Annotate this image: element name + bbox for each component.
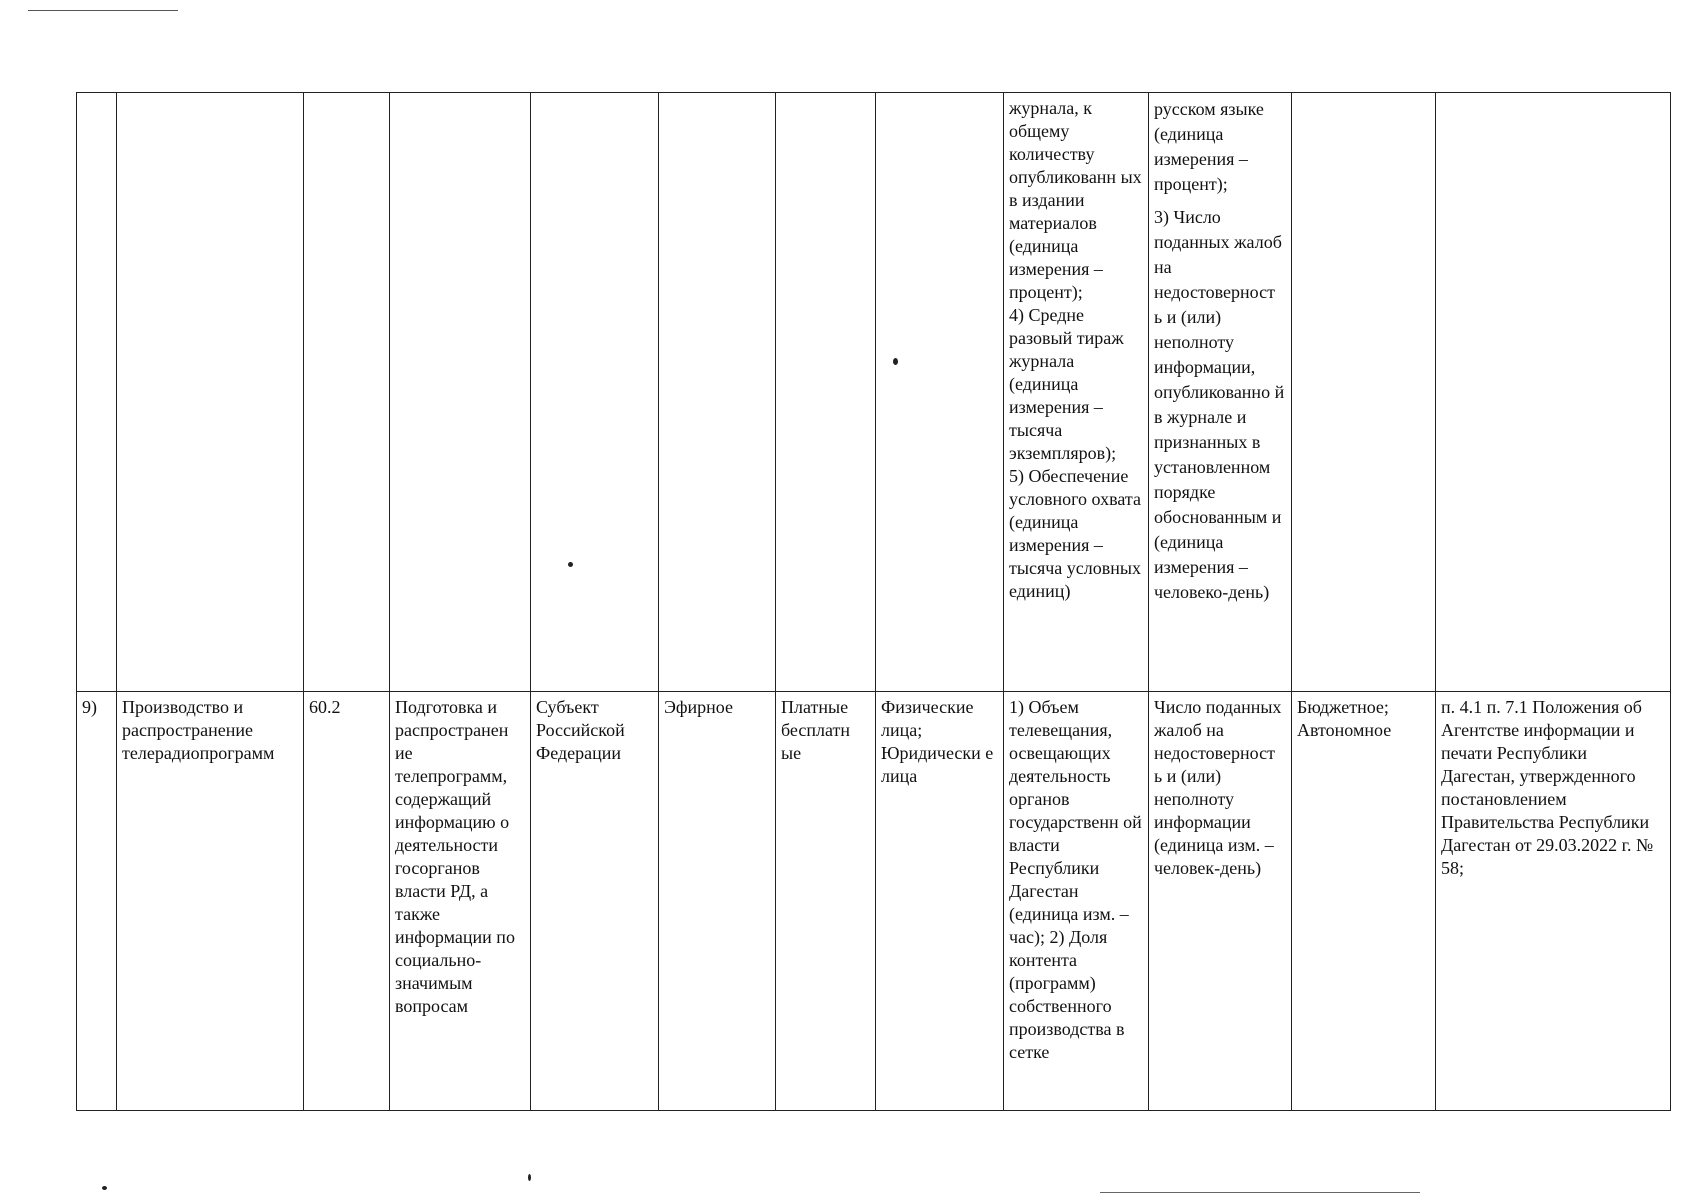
cell-number [77,93,117,692]
cell-code: 60.2 [304,692,390,1111]
cell-quality-indicators: Число поданных жалоб на недостоверност ь и (или) неполноту информации (единица изм. – человек-день) [1149,692,1292,1111]
indicator-text: 5) Обеспечение условного охвата (единица измерения – тысяча условных единиц) [1009,466,1141,601]
indicator-text: журнала, к общему количеству опубликованн ых в издании материалов (единица измерения – процент); [1009,98,1142,302]
cell-form: Эфирное [659,692,776,1111]
cell-indicators [1004,93,1149,692]
services-table [76,92,1671,1111]
paragraph-gap [1154,197,1286,205]
scan-speck [528,1174,531,1181]
cell-number: 9) [77,692,117,1111]
scan-speck [102,1186,107,1190]
footer-rule [1100,1192,1420,1193]
cell-institution-type [1292,93,1436,692]
cell-legal-basis: п. 4.1 п. 7.1 Положения об Агентстве информации и печати Республики Дагестан, утвержденного постановлением Правительства Республики Дагестан от 29.03.2022 г. № 58; [1436,692,1671,1111]
cell-content: Подготовка и распространен ие телепрограмм, содержащий информацию о деятельности госорганов власти РД, а также информации по социально-значимым вопросам [390,692,531,1111]
cell-form [659,93,776,692]
cell-indicators: 1) Объем телевещания, освещающих деятельность органов государственн ой власти Республики Дагестан (единица изм. – час); 2) Доля контента (программ) собственного производства в сетке [1004,692,1149,1111]
cell-legal-basis [1436,93,1671,692]
cell-quality-indicators [1149,93,1292,692]
table-row-9 [77,692,1671,1111]
quality-indicator-text: русском языке (единица измерения – процент); [1154,99,1264,194]
cell-level [531,93,659,692]
cell-service-name [117,93,304,692]
cell-content [390,93,531,692]
cell-consumers: Физические лица; Юридически е лица [876,692,1004,1111]
cell-payment [776,93,876,692]
cell-payment: Платные бесплатн ые [776,692,876,1111]
cell-service-name: Производство и распространение телерадиопрограмм [117,692,304,1111]
scan-speck [893,358,898,365]
header-rule [28,10,178,11]
scan-speck [568,562,573,567]
quality-indicator-text: 3) Число поданных жалоб на недостоверност ь и (или) неполноту информации, опубликованно й в журнале и признанных в установленном порядке обоснованным и (единица измерения – человеко-день) [1154,207,1285,602]
cell-consumers [876,93,1004,692]
cell-level: Субъект Российской Федерации [531,692,659,1111]
cell-institution-type: Бюджетное; Автономное [1292,692,1436,1111]
cell-code [304,93,390,692]
table-row-continued [77,93,1671,692]
indicator-text: 4) Средне разовый тираж журнала (единица измерения – тысяча экземпляров); [1009,305,1124,463]
